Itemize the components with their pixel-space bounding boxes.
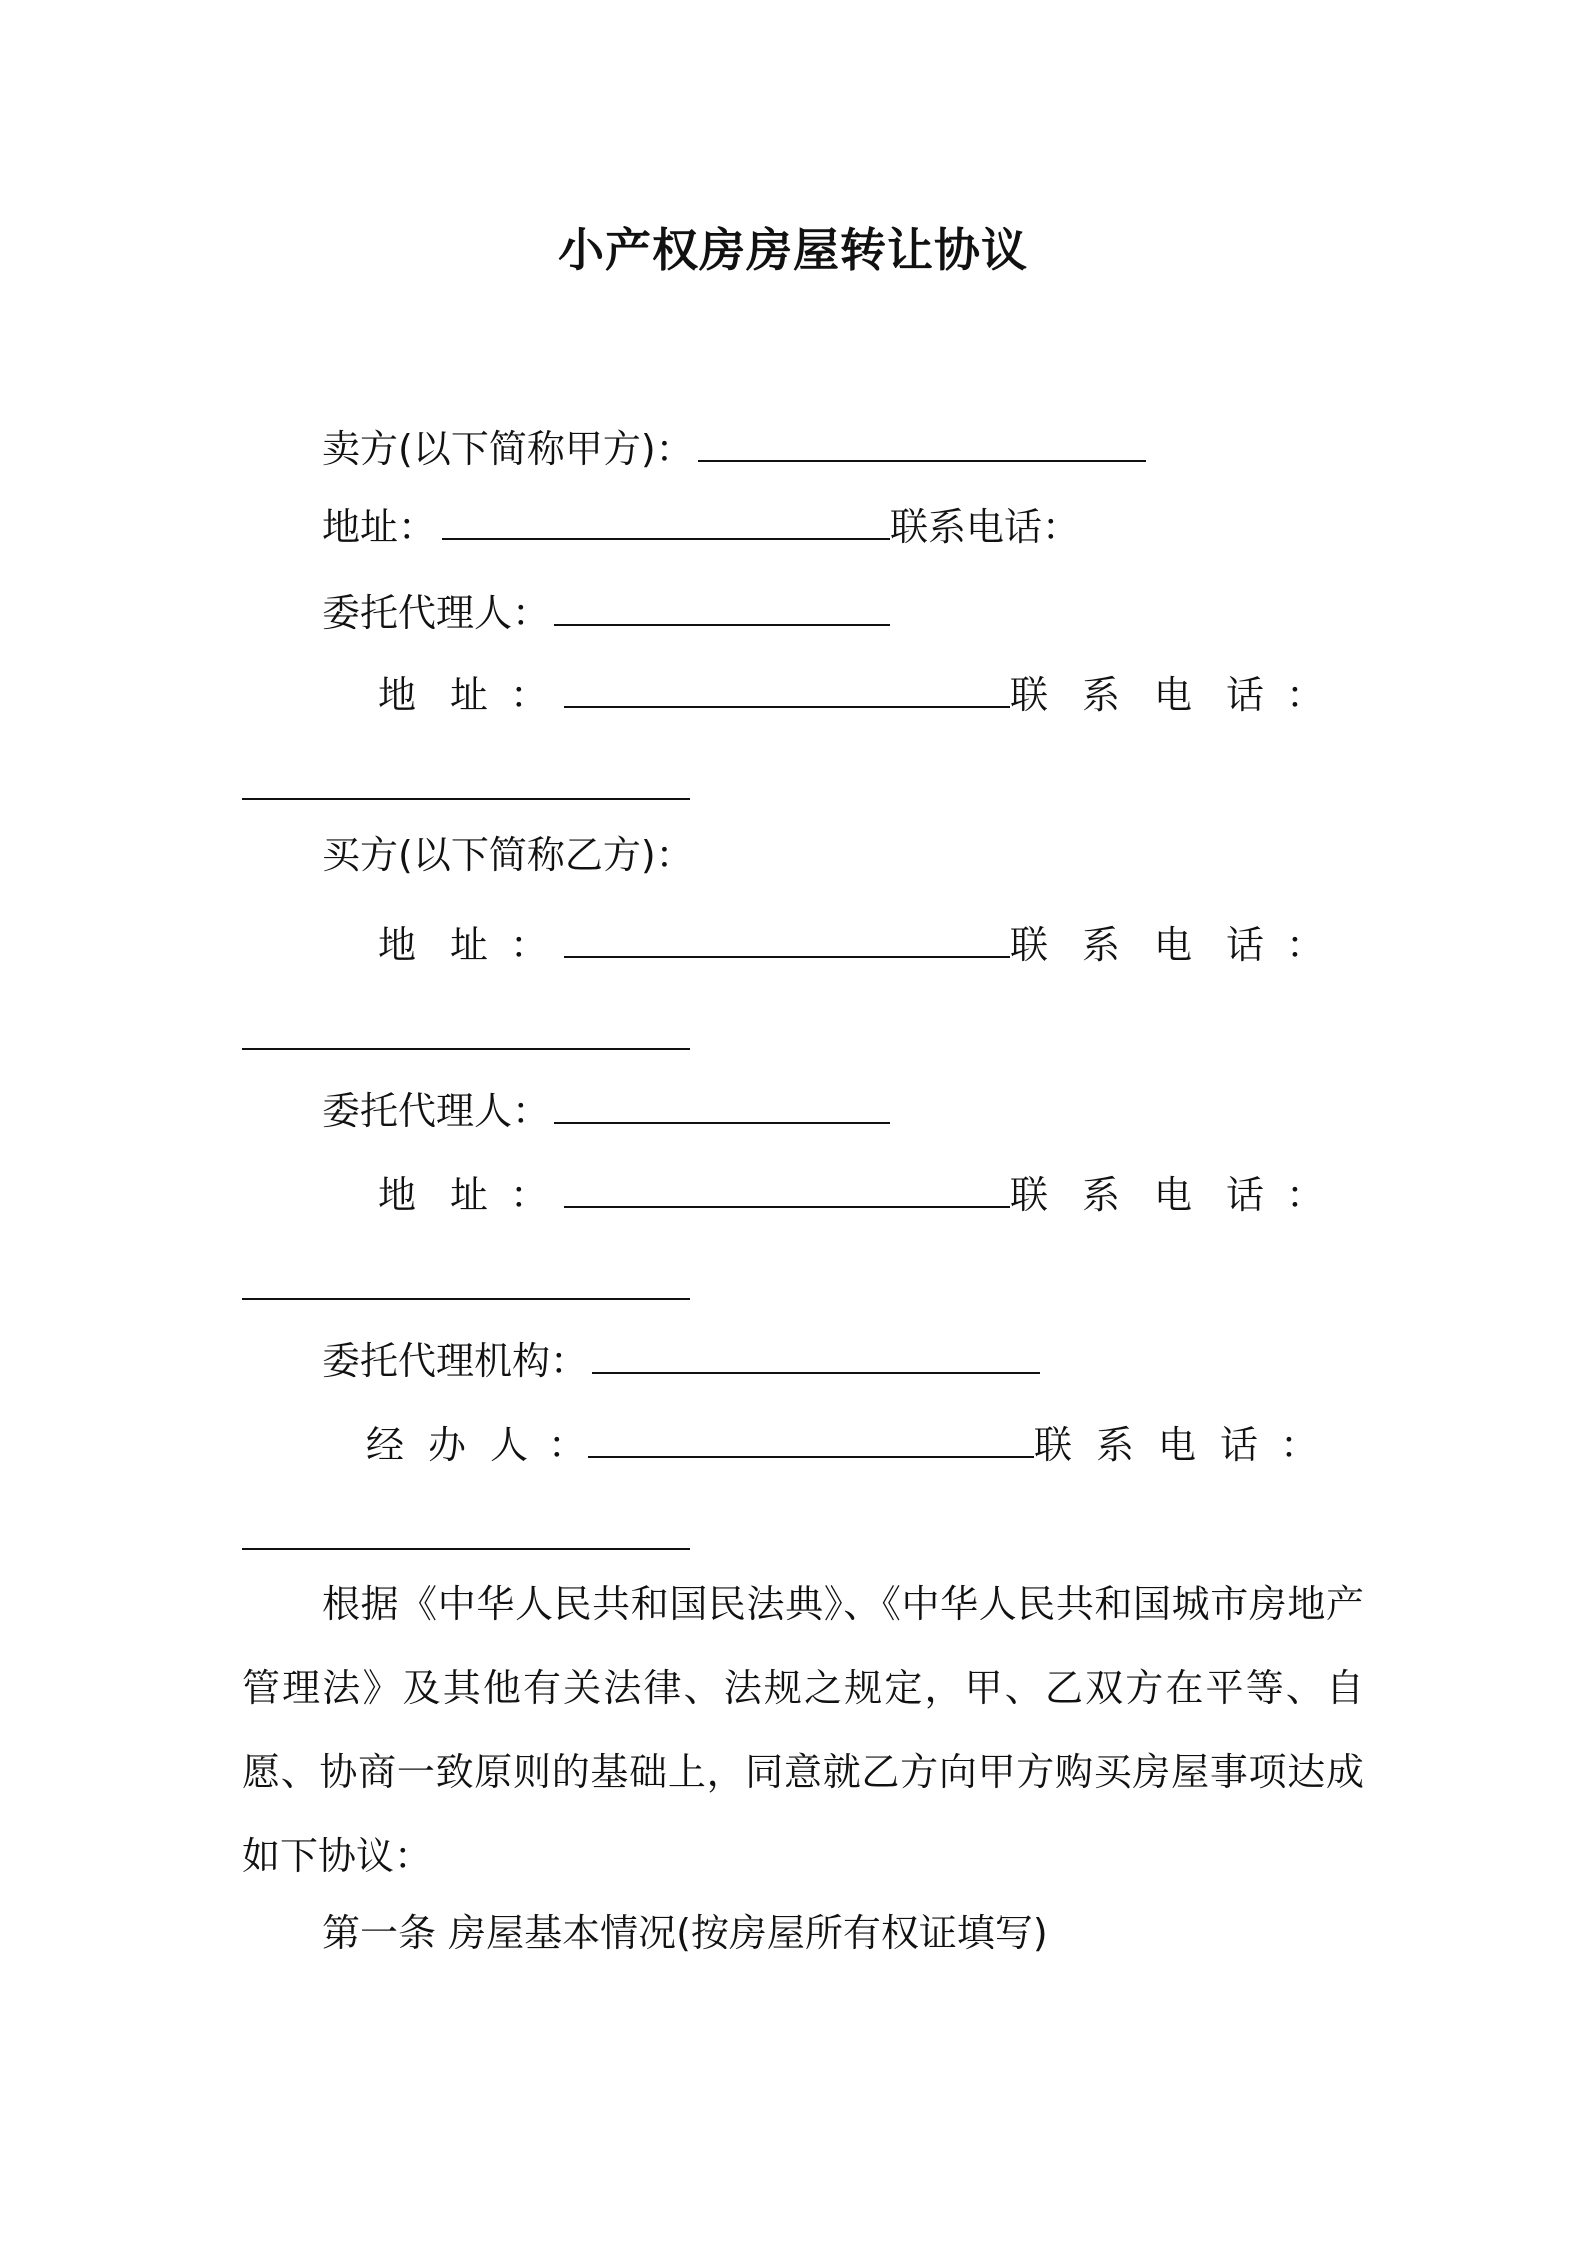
spaced-address-label: 地 址 ：: [378, 1173, 549, 1217]
seller-agent-address-blank[interactable]: [564, 670, 1010, 708]
handler-blank[interactable]: [588, 1420, 1034, 1458]
buyer-agent-address-line: [378, 1170, 1325, 1217]
buyer-agent-address-blank[interactable]: [564, 1170, 1010, 1208]
spaced-address-label: 地 址 ：: [378, 673, 549, 717]
seller-address-blank[interactable]: [442, 502, 890, 540]
seller-agent-line: [322, 588, 890, 635]
agent-label: 委托代理人：: [322, 591, 551, 635]
spaced-address-label: 地 址 ：: [378, 923, 549, 967]
buyer-agent-phone-blank[interactable]: [242, 1262, 690, 1300]
seller-line: [322, 424, 1146, 471]
buyer-phone-line: [242, 1012, 690, 1056]
buyer-agent-line: [322, 1086, 890, 1133]
address-label: 地址：: [322, 505, 437, 549]
agency-blank[interactable]: [592, 1336, 1040, 1374]
seller-agent-blank[interactable]: [554, 588, 890, 626]
agency-label: 委托代理机构：: [322, 1339, 589, 1383]
agent-label: 委托代理人：: [322, 1089, 551, 1133]
buyer-agent-blank[interactable]: [554, 1086, 890, 1124]
agency-line: [322, 1336, 1040, 1383]
seller-label: 卖方(以下简称甲方)：: [322, 427, 694, 471]
agreement-paragraph: 根据《中华人民共和国民法典》、《中华人民共和国城市房地产管理法》及其他有关法律、法规之规定，甲、乙双方在平等、自愿、协商一致原则的基础上，同意就乙方向甲方购买房屋事项达成如下协议：: [242, 1582, 1364, 1878]
buyer-label: 买方(以下简称乙方)：: [322, 833, 694, 877]
seller-agent-phone-blank[interactable]: [242, 762, 690, 800]
buyer-phone-blank[interactable]: [242, 1012, 690, 1050]
buyer-address-line: [378, 920, 1325, 967]
seller-agent-phone-line: [242, 762, 690, 806]
handler-line: [366, 1420, 1319, 1467]
document-title: 小产权房房屋转让协议: [558, 223, 1028, 277]
spaced-phone-label: 联 系 电 话 ：: [1010, 1173, 1325, 1217]
handler-phone-blank[interactable]: [242, 1512, 690, 1550]
seller-agent-address-line: [378, 670, 1325, 717]
spaced-phone-label: 联 系 电 话 ：: [1010, 923, 1325, 967]
handler-label: 经 办 人 ：: [366, 1423, 587, 1467]
article-one: 第一条 房屋基本情况(按房屋所有权证填写): [322, 1911, 1048, 1955]
handler-phone-line: [242, 1512, 690, 1556]
spaced-phone-label: 联 系 电 话 ：: [1034, 1423, 1319, 1467]
seller-address-line: [322, 502, 1081, 549]
buyer-address-blank[interactable]: [564, 920, 1010, 958]
buyer-line: [322, 833, 694, 877]
buyer-agent-phone-line: [242, 1262, 690, 1306]
phone-label: 联系电话：: [890, 505, 1081, 549]
seller-blank[interactable]: [698, 424, 1146, 462]
spaced-phone-label: 联 系 电 话 ：: [1010, 673, 1325, 717]
